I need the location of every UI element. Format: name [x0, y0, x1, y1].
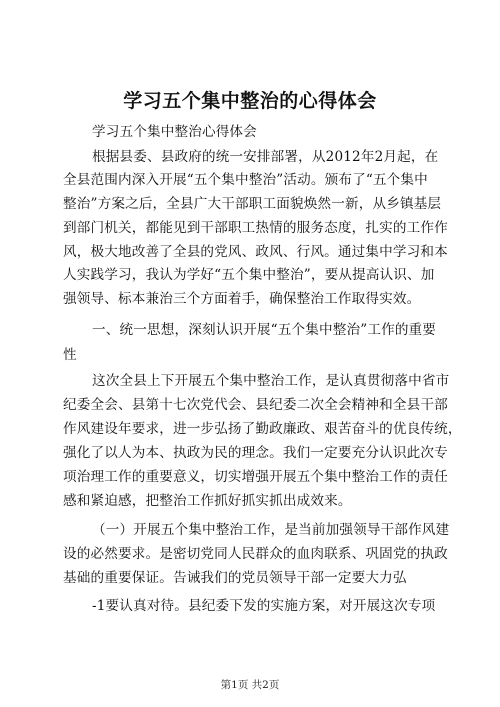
paragraph-line: 整治”方案之后，全县广大干部职工面貌焕然一新，从乡镇基层 — [63, 196, 442, 212]
paragraph-line: 根据县委、县政府的统一安排部署，从2012年2月起，在 — [92, 149, 439, 165]
paragraph-line: 强化了以人为本、执政为民的理念。我们一定要充分认识此次专 — [63, 445, 448, 461]
page-number-footer: 第1页 共2页 — [220, 679, 280, 691]
section-heading: 一、统一思想，深刻认识开展“五个集中整治”工作的重要 — [92, 322, 437, 338]
paragraph-line: 基础的重要保证。告诫我们的党员领导干部一定要大力弘 — [63, 570, 407, 586]
document-title: 学习五个集中整治的心得体会 — [123, 90, 377, 112]
paragraph-line: 感和紧迫感，把整治工作抓好抓实抓出成效来。 — [63, 493, 352, 509]
paragraph-line: 强领导、标本兼治三个方面着手，确保整治工作取得实效。 — [63, 291, 421, 307]
paragraph-line: 人实践学习，我认为学好“五个集中整治”，要从提高认识、加 — [63, 267, 435, 283]
paragraph-line: 设的必然要求。是密切党同人民群众的血肉联系、巩固党的执政 — [63, 546, 448, 562]
paragraph-line: -1要认真对待。县纪委下发的实施方案，对开展这次专项 — [92, 598, 436, 614]
document-subtitle: 学习五个集中整治心得体会 — [92, 124, 257, 140]
paragraph-line: 全县范围内深入开展“五个集中整治”活动。颁布了“五个集中 — [63, 172, 428, 188]
paragraph-line: 项治理工作的重要意义，切实增强开展五个集中整治工作的责任 — [63, 469, 448, 485]
paragraph-line: 风，极大地改善了全县的党风、政风、行风。通过集中学习和本 — [63, 244, 448, 260]
section-heading: 性 — [63, 347, 77, 363]
paragraph-line: 作风建设年要求，进一步弘扬了勤政廉政、艰苦奋斗的优良传统， — [63, 421, 462, 437]
paragraph-line: 这次全县上下开展五个集中整治工作，是认真贯彻落中省市 — [92, 373, 450, 389]
paragraph-line: 纪委全会、县第十七次党代会、县纪委二次全会精神和全县干部 — [63, 397, 448, 413]
paragraph-line: 到部门机关，都能见到干部职工热情的服务态度，扎实的工作作 — [63, 220, 448, 236]
paragraph-line: （一）开展五个集中整治工作，是当前加强领导干部作风建 — [92, 522, 450, 538]
